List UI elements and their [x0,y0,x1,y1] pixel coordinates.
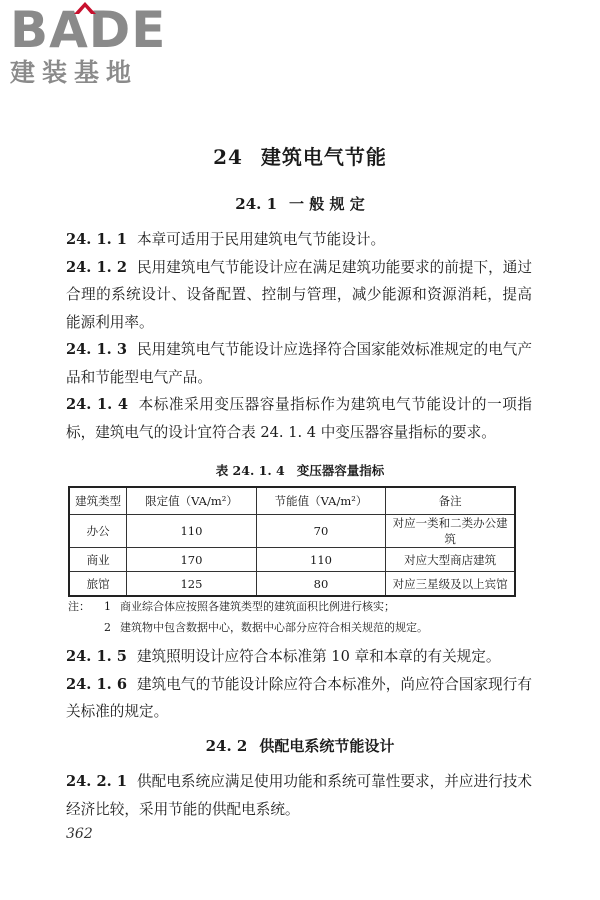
body-block-2 [66,643,532,726]
paragraph [66,768,532,823]
note-number: 2 [104,621,111,634]
paragraph-text: 民用建筑电气节能设计应选择符合国家能效标准规定的电气产品和节能型电气产品。 [66,341,532,386]
chapter-number: 24 [213,145,243,169]
section-name: 供配电系统节能设计 [259,737,395,755]
paragraph [66,226,532,254]
paragraph [66,254,532,337]
paragraph [66,391,532,446]
table-row [69,515,515,548]
header-saving-value: 节能值（VA/m²） [256,487,386,515]
header-limit-value: 限定值（VA/m²） [127,487,257,515]
table-cell: 办公 [69,515,127,548]
table-cell: 110 [256,548,386,572]
note-label: 注： [68,600,90,613]
note-number: 1 [104,600,111,613]
table-cell: 125 [127,572,257,597]
section-number: 24. 1 [235,195,278,213]
table-notes [68,596,538,638]
table-row [69,572,515,597]
header-building-type: 建筑类型 [69,487,127,515]
table-cell: 对应三星级及以上宾馆 [386,572,515,597]
logo-accent-mark [74,2,96,14]
paragraph [66,336,532,391]
paragraph [66,671,532,726]
table-caption [0,461,600,479]
table-cell: 对应大型商店建筑 [386,548,515,572]
table-cell: 商业 [69,548,127,572]
section-number: 24. 2 [205,737,248,755]
body-block-1 [66,226,532,446]
table-row [69,548,515,572]
logo-subtitle: 建装基地 [10,58,139,87]
section-name: 一 般 规 定 [289,195,365,213]
table-cell: 旅馆 [69,572,127,597]
paragraph [66,643,532,671]
paragraph-text: 建筑照明设计应符合本标准第 10 章和本章的有关规定。 [136,648,501,665]
paragraph-text: 供配电系统应满足使用功能和系统可靠性要求，并应进行技术经济比较，采用节能的供配电系统。 [66,773,532,818]
table-cell: 对应一类和二类办公建筑 [386,515,515,548]
clause-number: 24. 1. 1 [66,231,127,248]
note-item [68,596,538,617]
paragraph-text: 建筑电气的节能设计除应符合本标准外，尚应符合国家现行有关标准的规定。 [66,675,532,720]
clause-number: 24. 1. 6 [66,675,128,693]
header-remarks: 备注 [386,487,515,515]
clause-number: 24. 1. 3 [66,341,128,358]
clause-number: 24. 2. 1 [66,773,128,790]
note-text: 商业综合体应按照各建筑类型的建筑面积比例进行核实； [120,600,395,613]
section-title-general [0,193,600,214]
table-cell: 80 [256,572,386,597]
clause-number: 24. 1. 4 [66,396,129,413]
chapter-title [0,141,600,170]
page-number: 362 [66,826,93,842]
clause-number: 24. 1. 2 [66,258,128,276]
table-title: 变压器容量指标 [296,463,385,478]
note-text: 建筑物中包含数据中心，数据中心部分应符合相关规范的规定。 [120,621,428,634]
table-header-row [69,487,515,515]
logo [10,1,167,88]
section-title-power-supply [0,735,600,756]
paragraph-text: 本章可适用于民用建筑电气节能设计。 [136,231,386,248]
clause-number: 24. 1. 5 [66,648,127,665]
note-item [68,617,538,638]
table-cell: 70 [256,515,386,548]
paragraph-text: 民用建筑电气节能设计应在满足建筑功能要求的前提下，通过合理的系统设计、设备配置、控制与管理，减少能源和资源消耗，提高能源利用率。 [66,258,532,331]
table-number: 表 24. 1. 4 [215,463,285,478]
table-cell: 170 [127,548,257,572]
chapter-name: 建筑电气节能 [260,145,387,169]
paragraph-text: 本标准采用变压器容量指标作为建筑电气节能设计的一项指标，建筑电气的设计宜符合表 24. 1. 4 中变压器容量指标的要求。 [66,396,532,441]
body-block-3 [66,768,532,823]
logo-wordmark: BADE [10,1,167,59]
table-cell: 110 [127,515,257,548]
transformer-capacity-table [68,486,516,597]
